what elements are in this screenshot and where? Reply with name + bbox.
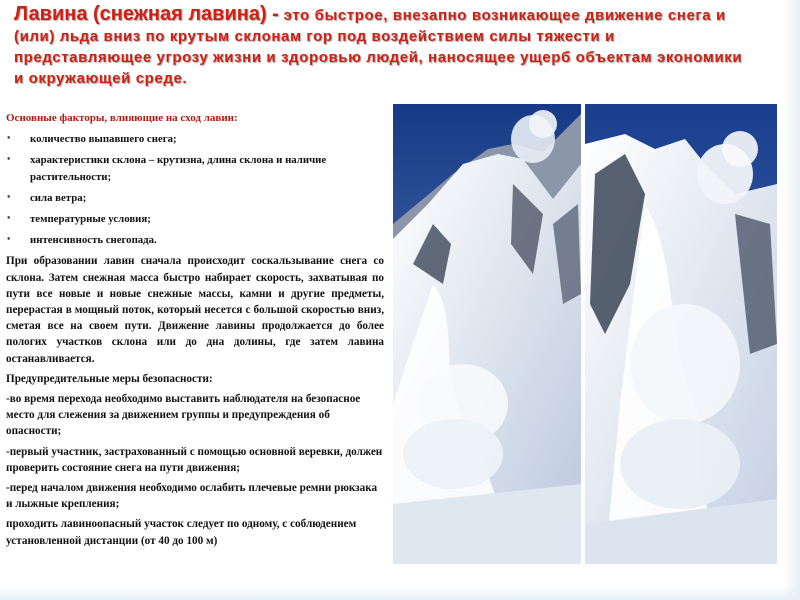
precaution-item: -во время перехода необходимо выставить наблюдателя на безопасное место для слежения за движением группы и предупреждения об опасности;: [6, 393, 361, 438]
factor-text: интенсивность снегопада.: [30, 234, 157, 247]
precaution-item: проходить лавиноопасный участок следует по одному, с соблюдением установленной дистанции (от 40 до 100 м): [6, 518, 357, 547]
precaution-item: -первый участник, застрахованный с помощью основной веревки, должен проверить состояние снега на пути движения;: [6, 445, 383, 474]
slide-bottom-decoration: [0, 586, 800, 600]
factor-text: температурные условия;: [30, 213, 151, 226]
avalanche-photo-right: [585, 104, 777, 564]
factors-heading: Основные факторы, влияющие на сход лавин:: [6, 112, 238, 124]
bullet-icon: •: [7, 213, 11, 225]
factor-text: характеристики склона – крутизна, длина склона и наличие растительности;: [30, 154, 327, 183]
text-column: [6, 110, 384, 549]
bullet-icon: •: [7, 154, 11, 166]
factor-item: [6, 211, 384, 227]
slide-edge-decoration: [782, 0, 800, 600]
factor-item: [6, 131, 384, 147]
factor-item: [6, 232, 384, 248]
factor-item: [6, 190, 384, 206]
avalanche-description: При образовании лавин сначала происходит соскальзывание снега со склона. Затем снежная масса быстро набирает скорость, захватывая по пути все новые и новые снежные массы, камни и другие предметы, перерастая в мощный поток, который несется с большой скоростью вниз, сметая все на своем пути. Движение лавины продолжается до более пологих участков склона или до дна долины, где затем лавина останавливается.: [6, 255, 384, 365]
factor-text: сила ветра;: [30, 191, 87, 204]
title-term: Лавина (снежная лавина) -: [14, 3, 279, 25]
factor-text: количество выпавшего снега;: [30, 133, 177, 146]
avalanche-photo-left: [393, 104, 581, 564]
precautions-heading: Предупредительные меры безопасности:: [6, 372, 213, 385]
bullet-icon: •: [7, 234, 11, 246]
factor-item: [6, 152, 384, 184]
precaution-item: -перед началом движения необходимо ослабить плечевые ремни рюкзака и лыжные крепления;: [6, 482, 378, 511]
slide-title: [14, 4, 744, 89]
bullet-icon: •: [7, 133, 11, 145]
factors-list: [6, 131, 384, 248]
bullet-icon: •: [7, 191, 11, 203]
title-definition: это быстрое, внезапно возникающее движение снега и (или) льда вниз по крутым склонам гор под воздействием силы тяжести и представляющее угрозу жизни и здоровью людей, наносящее ущерб объектам экономики и окружающей среде.: [14, 7, 743, 87]
